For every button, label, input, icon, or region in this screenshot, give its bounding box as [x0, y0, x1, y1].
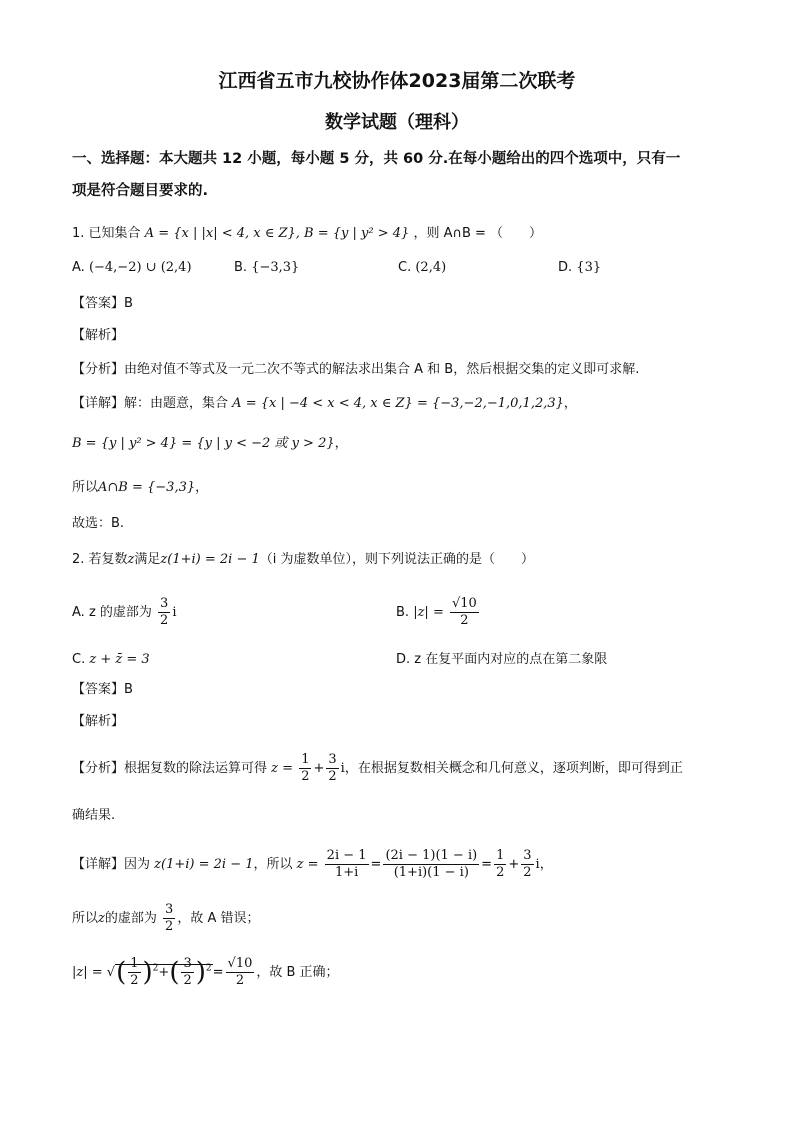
q2-option-a: A. z 的虚部为 $\frac{3}{2}$ i [72, 596, 177, 628]
q1-answer [72, 294, 133, 314]
q1-ask: ，则 A∩B = （ ） [413, 226, 543, 241]
q1-set-a: A = {x | |x| < 4, x ∈ Z} [144, 226, 296, 241]
document-title: 江西省五市九校协作体2023届第二次联考 [218, 70, 576, 92]
q1-conclusion: 故选：B. [72, 516, 125, 531]
q2-option-b: B. |z| = $\frac{√10}{2}$ [396, 596, 477, 628]
q2-stem: 2. 若复数z满足z(1+i) = 2i − 1（i 为虚数单位），则下列说法正确的是（ ） [72, 552, 534, 567]
q1-option-d: D. {3} [558, 260, 602, 275]
q1-analysis-tag: 【解析】 [72, 328, 125, 343]
q2-answer: 【答案】B [72, 682, 133, 697]
q2-option-c: C. z + z̄ = 3 [72, 652, 150, 667]
q1-detail-line3: 所以A∩B = {−3,3}， [72, 480, 209, 495]
section-heading-line1: 一、选择题：本大题共 12 小题，每小题 5 分，共 60 分.在每小题给出的四个选项中，只有一 [72, 151, 681, 167]
q2-detail-line1: 【详解】因为 z(1+i) = 2i − 1，所以 z = $\frac{2i - 1}{1+i}$ = $\frac{(2i - 1)(1 - i)}{(1+i)(1 - i)}$ = $\frac{1}{2}$ + $\frac{3}{2}$ i， [72, 848, 553, 880]
q2-detail-line2: 所以z的虚部为 $\frac{3}{2}$ ，故 A 错误； [72, 902, 260, 934]
q2-analysis-tag: 【解析】 [72, 714, 125, 729]
q1-stem [72, 224, 542, 244]
q1-fenxi: 【分析】由绝对值不等式及一元二次不等式的解法求出集合 A 和 B，然后根据交集的定义即可求解. [72, 362, 640, 377]
q2-option-d: D. z 在复平面内对应的点在第二象限 [396, 652, 608, 667]
document-subtitle: 数学试题（理科） [325, 112, 469, 133]
q1-option-a: A. (−4,−2) ∪ (2,4) [72, 260, 192, 275]
q1-option-c: C. (2,4) [398, 260, 447, 275]
q1-detail-line2: B = {y | y² > 4} = {y | y < −2 或 y > 2}， [72, 436, 348, 451]
q1-detail-line1: 【详解】解：由题意，集合 A = {x | −4 < x < 4, x ∈ Z} = {−3,−2,−1,0,1,2,3}， [72, 396, 577, 411]
section-heading-line2: 项是符合题目要求的. [72, 183, 209, 199]
q2-detail-line3: |z| = √( $\frac{1}{2}$ )$^2$+( $\frac{3}{2}$ )$^2$= $\frac{√10}{2}$ ，故 B 正确； [72, 956, 339, 988]
q1-prefix: 1. 已知集合 [72, 226, 141, 241]
q2-fenxi-line1: 【分析】根据复数的除法运算可得 z = $\frac{1}{2}$ + $\frac{3}{2}$ i，在根据复数相关概念和几何意义，逐项判断，即可得到正 [72, 752, 683, 784]
q1-set-b: , B = {y | y² > 4} [295, 226, 410, 241]
q1-answer-tag: 【答案】 [72, 296, 125, 311]
q1-answer-value: B [124, 296, 133, 311]
q1-option-b: B. {−3,3} [234, 260, 300, 275]
q2-fenxi-line2: 确结果. [72, 808, 116, 823]
